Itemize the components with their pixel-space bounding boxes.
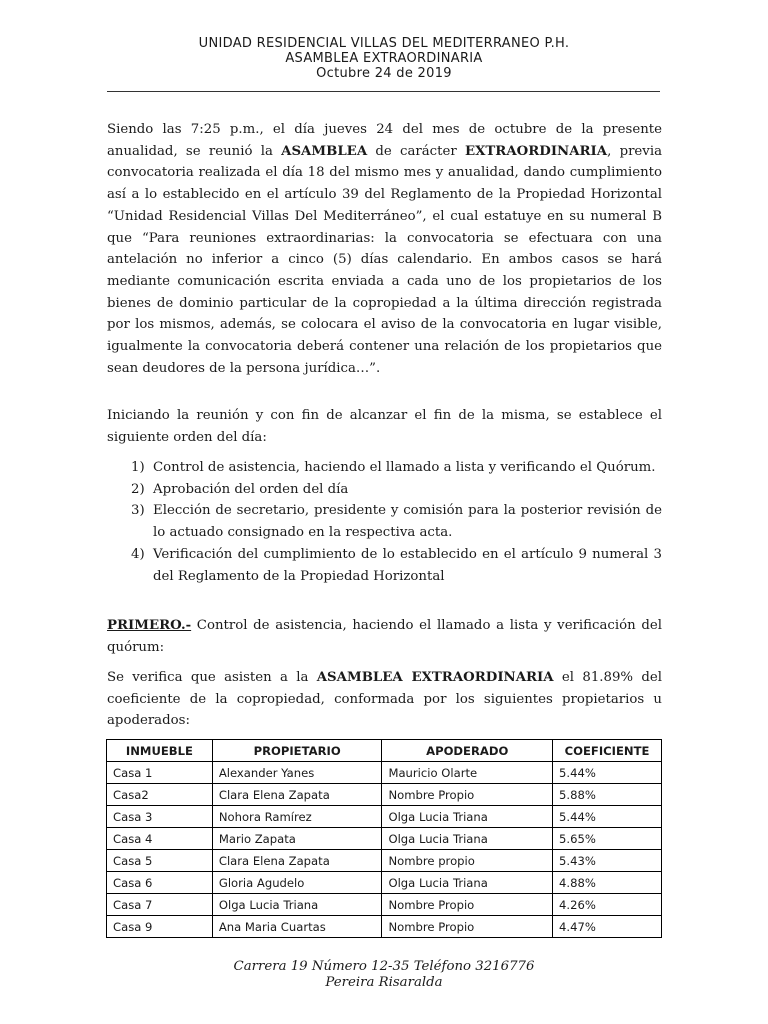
- cell-propietario: Gloria Agudelo: [212, 872, 382, 894]
- verify-text-2: el 81.89% del coeficiente de la copropiedad, conformada por los siguientes propietarios u apoderados:: [107, 670, 662, 729]
- cell-apoderado: Nombre propio: [382, 850, 553, 872]
- table-row: [107, 784, 662, 806]
- agenda-item-number: 2): [131, 481, 145, 497]
- cell-inmueble: Casa 5: [107, 850, 213, 872]
- table-row: [107, 872, 662, 894]
- header-subtitle: ASAMBLEA EXTRAORDINARIA: [285, 51, 483, 66]
- header-propietario: PROPIETARIO: [212, 740, 382, 762]
- cell-inmueble: Casa 7: [107, 894, 213, 916]
- header-title: UNIDAD RESIDENCIAL VILLAS DEL MEDITERRANEO P.H.: [198, 36, 570, 51]
- table-row: [107, 762, 662, 784]
- agenda-item: [131, 500, 662, 543]
- primero-text: Control de asistencia, haciendo el llamado a lista y verificación del quórum:: [107, 618, 662, 655]
- cell-inmueble: Casa 3: [107, 806, 213, 828]
- cell-propietario: Ana Maria Cuartas: [212, 916, 382, 938]
- document-header: [0, 36, 768, 81]
- cell-coeficiente: 5.44%: [553, 762, 662, 784]
- cell-propietario: Alexander Yanes: [212, 762, 382, 784]
- agenda-item-number: 3): [131, 503, 145, 519]
- agenda-list: [131, 457, 662, 587]
- agenda-item-number: 4): [131, 546, 145, 562]
- agenda-item-text: Verificación del cumplimiento de lo establecido en el artículo 9 numeral 3 del Reglamento de la Propiedad Horizontal: [153, 546, 662, 584]
- header-date: Octubre 24 de 2019: [316, 66, 452, 81]
- footer-address: Carrera 19 Número 12-35 Teléfono 3216776: [233, 959, 535, 974]
- cell-inmueble: Casa 1: [107, 762, 213, 784]
- header-coeficiente: COEFICIENTE: [553, 740, 662, 762]
- footer-city: Pereira Risaralda: [325, 975, 443, 990]
- intro-bold-extraordinaria: EXTRAORDINARIA: [464, 143, 608, 159]
- table-row: [107, 828, 662, 850]
- cell-apoderado: Olga Lucia Triana: [382, 806, 553, 828]
- intro-bold-asamblea: ASAMBLEA: [281, 143, 368, 159]
- agenda-item-number: 1): [131, 460, 145, 475]
- header-apoderado: APODERADO: [382, 740, 553, 762]
- agenda-item-text: Elección de secretario, presidente y comisión para la posterior revisión de lo actuado consignado en la respectiva acta.: [153, 503, 662, 541]
- table-row: [107, 806, 662, 828]
- table-row: [107, 916, 662, 938]
- verify-bold-asamblea: ASAMBLEA EXTRAORDINARIA: [316, 670, 554, 685]
- cell-coeficiente: 4.88%: [553, 872, 662, 894]
- cell-apoderado: Mauricio Olarte: [382, 762, 553, 784]
- primero-paragraph: [107, 615, 662, 658]
- primero-label: PRIMERO.-: [107, 618, 192, 633]
- agenda-item: [131, 479, 662, 501]
- cell-inmueble: Casa2: [107, 784, 213, 806]
- cell-propietario: Clara Elena Zapata: [212, 850, 382, 872]
- header-divider: [107, 91, 660, 92]
- cell-apoderado: Nombre Propio: [382, 894, 553, 916]
- cell-inmueble: Casa 9: [107, 916, 213, 938]
- verify-text-1: Se verifica que asisten a la: [107, 670, 317, 685]
- cell-apoderado: Olga Lucia Triana: [382, 872, 553, 894]
- cell-propietario: Nohora Ramírez: [212, 806, 382, 828]
- cell-inmueble: Casa 6: [107, 872, 213, 894]
- agenda-item: [131, 457, 662, 479]
- intro-text-2: de carácter: [367, 143, 465, 159]
- cell-propietario: Clara Elena Zapata: [212, 784, 382, 806]
- document-footer: [0, 959, 768, 991]
- owners-table: [106, 739, 662, 938]
- cell-apoderado: Nombre Propio: [382, 916, 553, 938]
- cell-coeficiente: 4.26%: [553, 894, 662, 916]
- agenda-item: [131, 544, 662, 587]
- cell-apoderado: Olga Lucia Triana: [382, 828, 553, 850]
- cell-propietario: Mario Zapata: [212, 828, 382, 850]
- verify-paragraph: [107, 667, 662, 732]
- cell-coeficiente: 5.65%: [553, 828, 662, 850]
- table-row: [107, 894, 662, 916]
- table-header-row: [107, 740, 662, 762]
- table-row: [107, 850, 662, 872]
- cell-coeficiente: 4.47%: [553, 916, 662, 938]
- intro-text-3: , previa convocatoria realizada el día 18 del mismo mes y anualidad, dando cumplimiento así a lo establecido en el artículo 39 del Reglamento de la Propiedad Horizontal “Unidad Residencial Villas Del Mediterráneo”, el cual estatuye en su numeral B que “Para reuniones extraordinarias: la convocatoria se efectuara con una antelación no inferior a cinco (5) días calendario. En ambos casos se hará mediante comunicación escrita enviada a cada uno de los propietarios de los bienes de dominio particular de la copropiedad a la última dirección registrada por los mismos, además, se colocara el aviso de la convocatoria en lugar visible, igualmente la convocatoria deberá contener una relación de los propietarios que sean deudores de la persona jurídica…”.: [107, 143, 662, 376]
- cell-apoderado: Nombre Propio: [382, 784, 553, 806]
- cell-propietario: Olga Lucia Triana: [212, 894, 382, 916]
- order-intro-paragraph: Iniciando la reunión y con fin de alcanzar el fin de la misma, se establece el siguiente orden del día:: [107, 408, 662, 445]
- intro-paragraph: [107, 119, 662, 379]
- agenda-item-text: Control de asistencia, haciendo el llamado a lista y verificando el Quórum.: [153, 460, 656, 475]
- header-inmueble: INMUEBLE: [107, 740, 213, 762]
- cell-inmueble: Casa 4: [107, 828, 213, 850]
- cell-coeficiente: 5.44%: [553, 806, 662, 828]
- cell-coeficiente: 5.43%: [553, 850, 662, 872]
- cell-coeficiente: 5.88%: [553, 784, 662, 806]
- intro-text-1: Siendo las 7:25 p.m., el día jueves 24 del mes de octubre de la presente anualidad, se reunió la: [107, 122, 662, 159]
- agenda-item-text: Aprobación del orden del día: [153, 481, 349, 497]
